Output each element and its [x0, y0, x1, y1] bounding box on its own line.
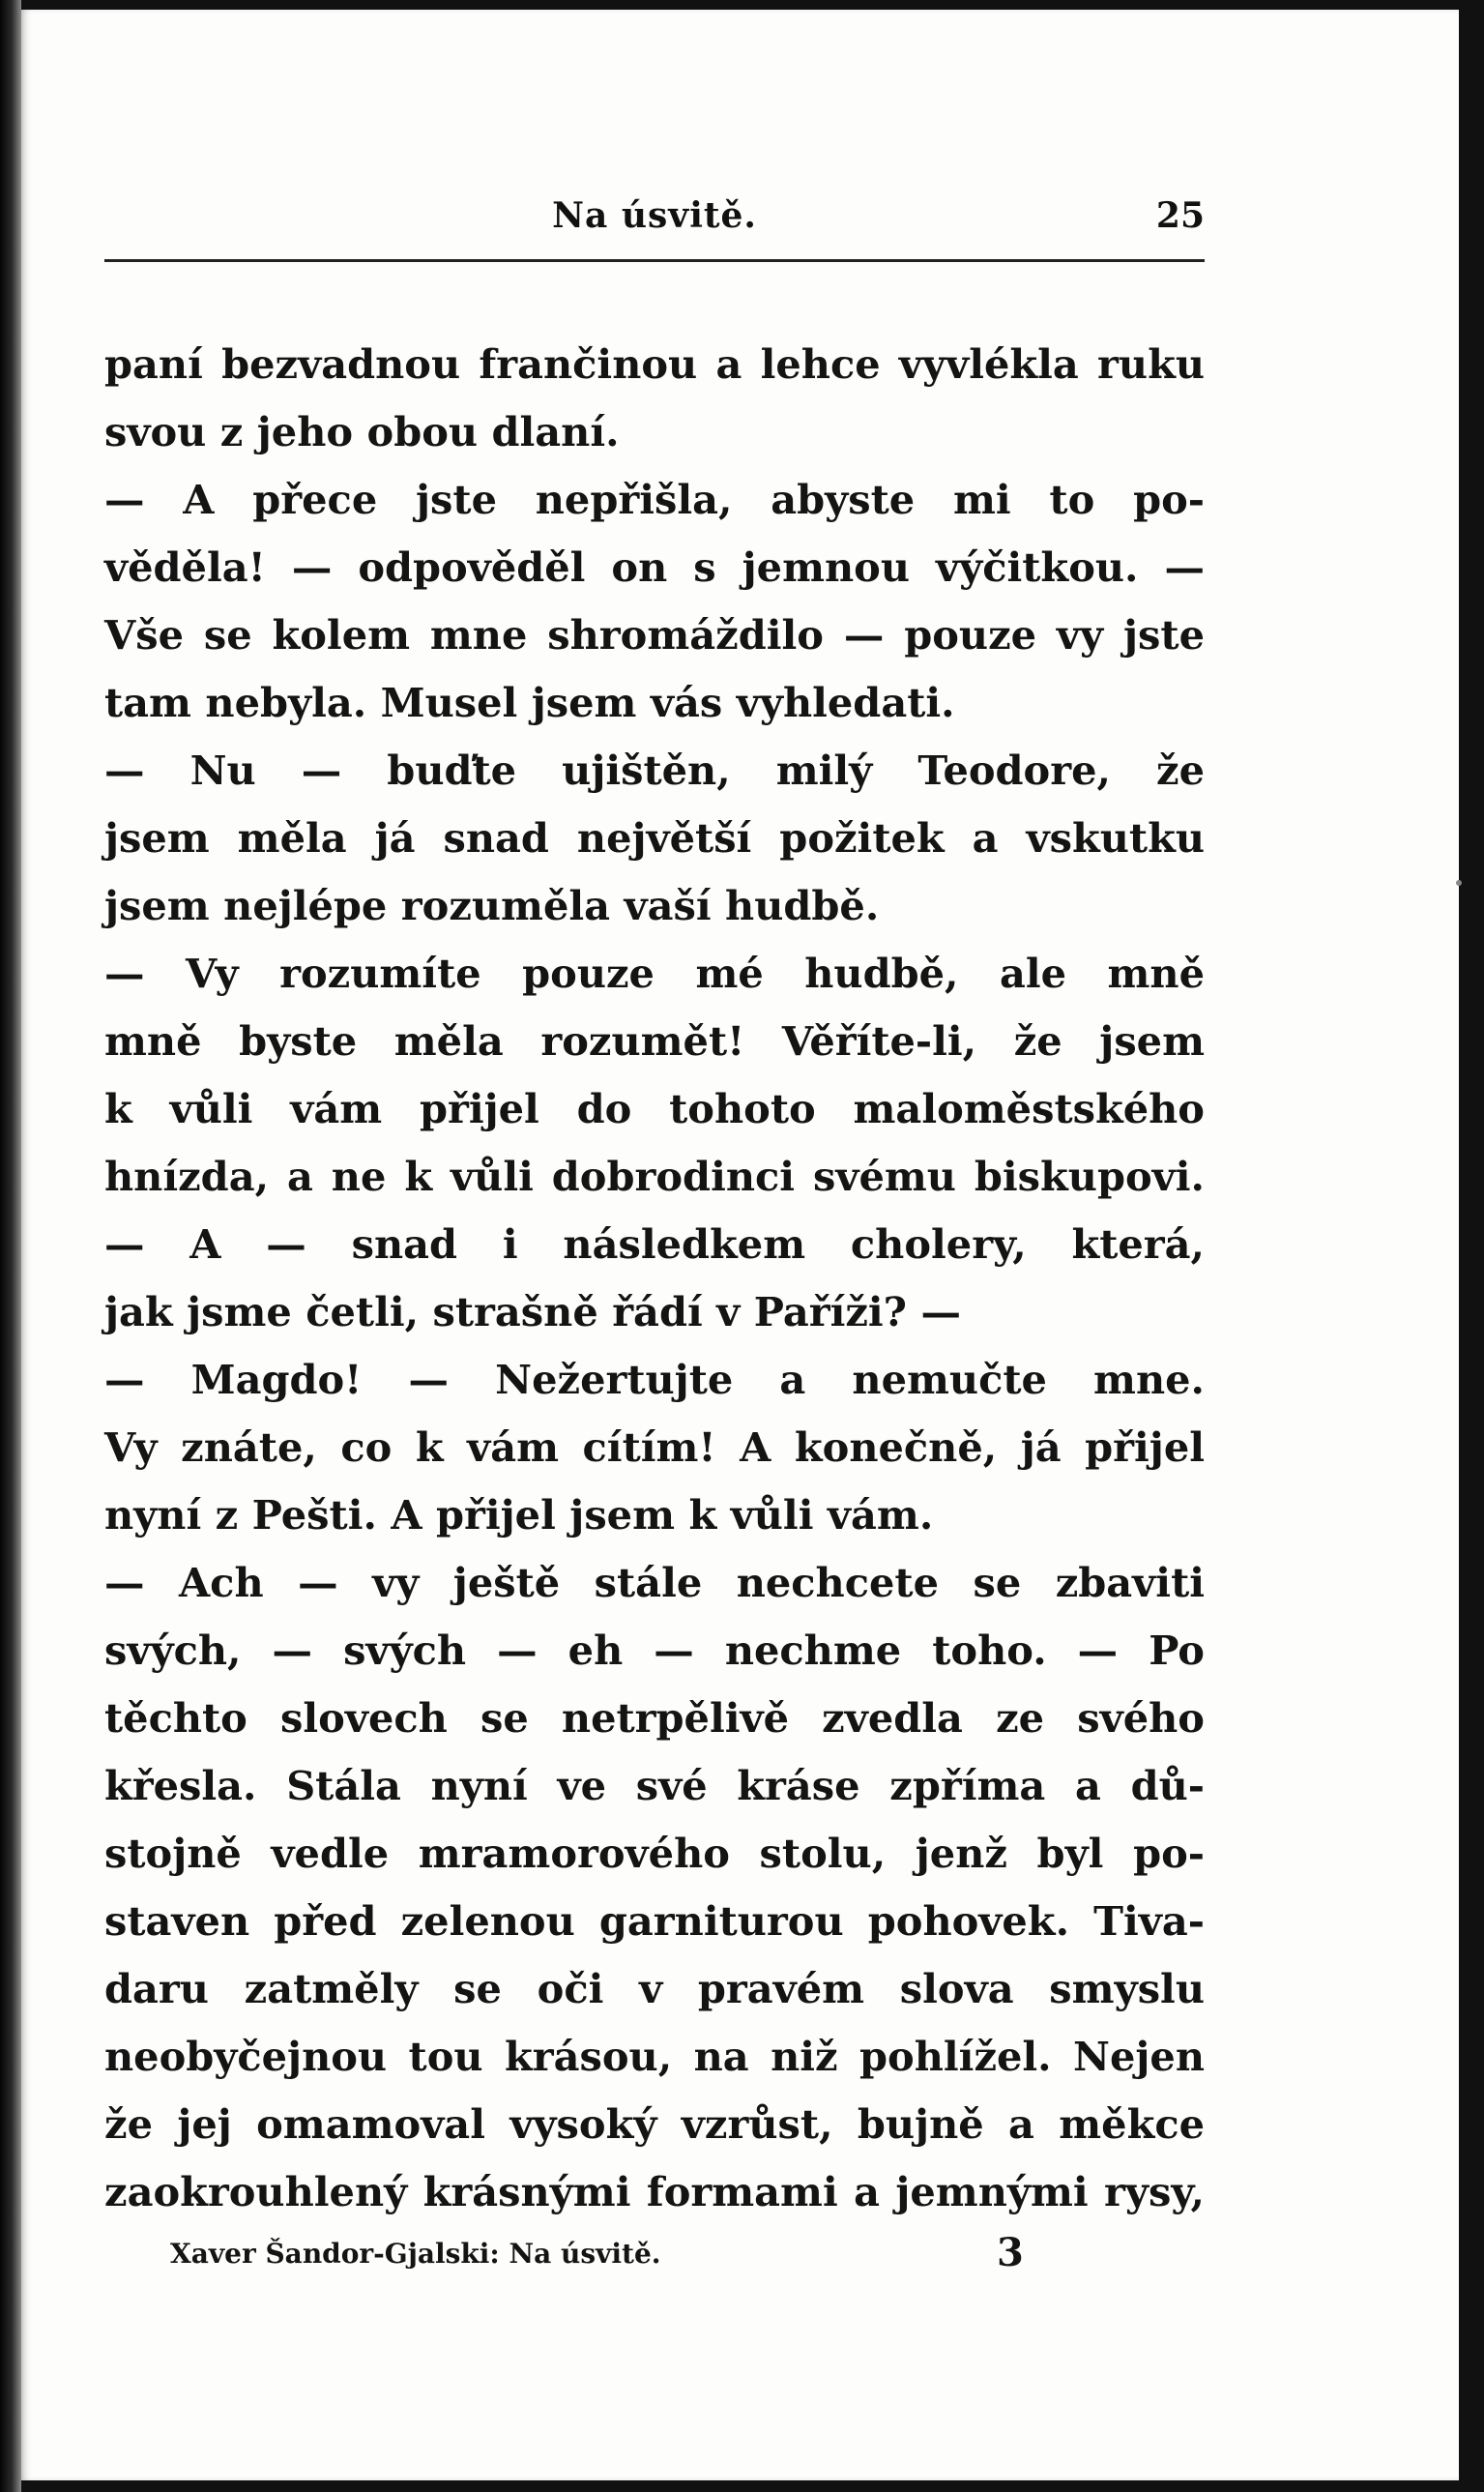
text-line: — Ach — vy ještě stále nechcete se zbaviti [104, 1559, 1205, 1606]
text-line: neobyčejnou tou krásou, na niž pohlížel. Nejen [104, 2033, 1205, 2080]
text-line: mně byste měla rozumět! Věříte-li, že jsem [104, 1017, 1205, 1065]
text-line: že jej omamoval vysoký vzrůst, bujně a měkce [104, 2100, 1205, 2148]
text-line: nyní z Pešti. A přijel jsem k vůli vám. [104, 1491, 934, 1539]
text-line: staven před zelenou garniturou pohovek. Tiva- [104, 1897, 1205, 1945]
text-line: těchto slovech se netrpělivě zvedla ze svého [104, 1694, 1205, 1742]
running-header [104, 191, 1205, 249]
text-line: jak jsme četli, strašně řádí v Paříži? — [104, 1288, 961, 1335]
text-line: daru zatměly se oči v pravém slova smyslu [104, 1965, 1205, 2012]
sheet-mark: 3 [997, 2230, 1024, 2275]
book-spine-shadow [0, 0, 21, 2492]
paper-speck [1456, 880, 1462, 886]
text-line: svou z jeho obou dlaní. [104, 408, 620, 455]
page-number: 25 [1155, 195, 1205, 236]
text-line: stojně vedle mramorového stolu, jenž byl po- [104, 1830, 1205, 1877]
body-text [104, 331, 1205, 2226]
text-line: tam nebyla. Musel jsem vás vyhledati. [104, 679, 955, 726]
text-line: zaokrouhlený krásnými formami a jemnými rysy, [104, 2168, 1205, 2215]
text-line: k vůli vám přijel do tohoto maloměstského [104, 1085, 1205, 1132]
text-line: — Vy rozumíte pouze mé hudbě, ale mně [104, 950, 1205, 997]
text-line: jsem nejlépe rozuměla vaší hudbě. [104, 882, 880, 929]
text-line: svých, — svých — eh — nechme toho. — Po [104, 1627, 1205, 1674]
text-line: křesla. Stála nyní ve své kráse zpříma a dů- [104, 1762, 1205, 1809]
text-line: — Magdo! — Nežertujte a nemučte mne. [104, 1356, 1205, 1403]
text-line: hnízda, a ne k vůli dobrodinci svému biskupovi. [104, 1153, 1205, 1200]
text-line: Vše se kolem mne shromáždilo — pouze vy jste [104, 611, 1205, 659]
text-line: věděla! — odpověděl on s jemnou výčitkou. — [104, 543, 1205, 591]
header-rule [104, 259, 1205, 262]
text-line: Vy znáte, co k vám cítím! A konečně, já přijel [104, 1423, 1205, 1471]
text-line: — A — snad i následkem cholery, která, [104, 1220, 1205, 1268]
text-line: — A přece jste nepřišla, abyste mi to po- [104, 476, 1205, 523]
printer-signature: Xaver Šandor-Gjalski: Na úsvitě. [170, 2238, 661, 2270]
page-footer [170, 2230, 1040, 2278]
text-line: paní bezvadnou frančinou a lehce vyvlékla ruku [104, 340, 1205, 388]
text-line: — Nu — buďte ujištěn, milý Teodore, že [104, 747, 1205, 794]
running-title: Na úsvitě. [552, 195, 757, 236]
text-line: jsem měla já snad největší požitek a vskutku [104, 814, 1205, 862]
